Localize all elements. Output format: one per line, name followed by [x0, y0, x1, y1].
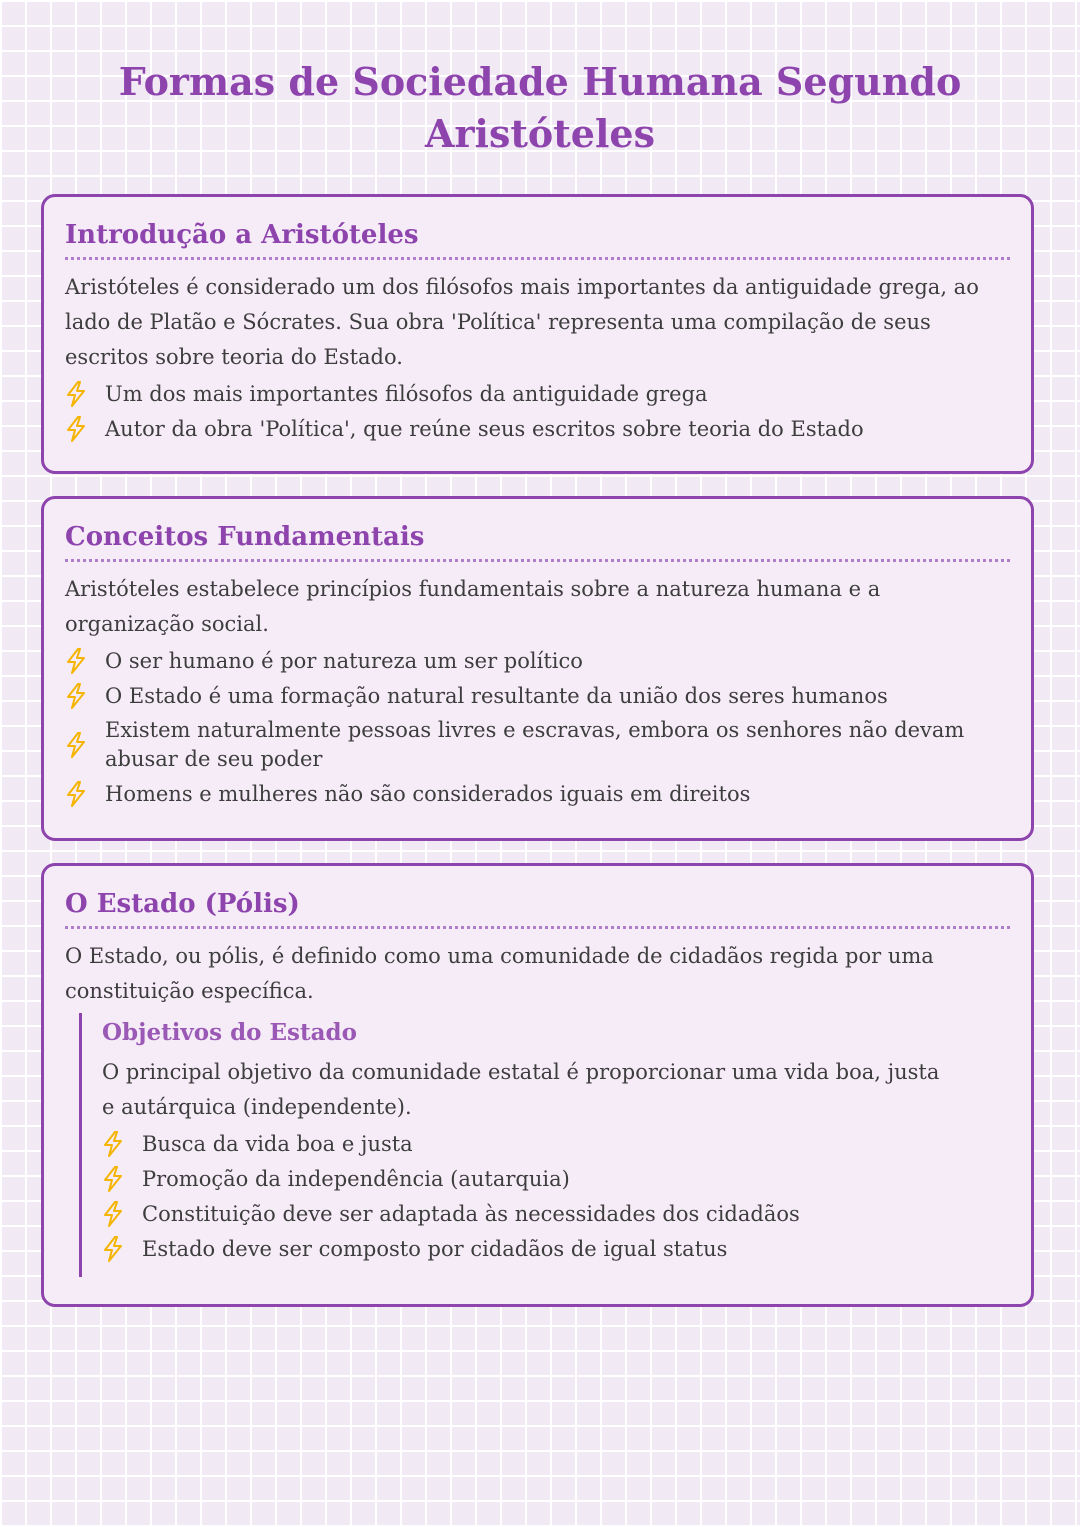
lightning-bolt-icon [65, 381, 105, 407]
page-title [0, 56, 1080, 160]
section-paragraph: Aristóteles é considerado um dos filósofos mais importantes da antiguidade grega, ao lado de Platão e Sócrates. Sua obra 'Política' representa uma compilação de seus escritos sobre teoria do Estado. [65, 275, 979, 369]
list-item [65, 414, 1010, 444]
section-paragraph: Aristóteles estabelece princípios fundamentais sobre a natureza humana e a organização social. [65, 577, 881, 636]
section-card-introducao [41, 194, 1034, 474]
subsection-objetivos [79, 1013, 1010, 1277]
page-title-line-1: Formas de Sociedade Humana Segundo [118, 59, 962, 104]
section-card-conceitos [41, 496, 1034, 841]
list-item [65, 379, 1010, 409]
section-title: Conceitos Fundamentais [65, 519, 1010, 562]
list-item-text: O Estado é uma formação natural resultante da união dos seres humanos [105, 684, 888, 708]
list-item-text: Um dos mais importantes filósofos da antiguidade grega [105, 382, 708, 406]
subsection-paragraph: O principal objetivo da comunidade estatal é proporcionar uma vida boa, justa e autárquica (independente). [102, 1060, 940, 1119]
list-item-text: Existem naturalmente pessoas livres e escravas, embora os senhores não devam abusar de seu poder [105, 718, 965, 771]
lightning-bolt-icon [65, 732, 105, 758]
section-title: O Estado (Pólis) [65, 886, 1010, 929]
bullet-list [102, 1129, 1010, 1264]
section-card-estado [41, 863, 1034, 1307]
section-paragraph: O Estado, ou pólis, é definido como uma comunidade de cidadãos regida por uma constituição específica. [65, 944, 934, 1003]
list-item [102, 1199, 1010, 1229]
lightning-bolt-icon [65, 416, 105, 442]
lightning-bolt-icon [102, 1131, 142, 1157]
lightning-bolt-icon [65, 648, 105, 674]
list-item [102, 1234, 1010, 1264]
list-item [65, 646, 1010, 676]
lightning-bolt-icon [102, 1236, 142, 1262]
list-item-text: Autor da obra 'Política', que reúne seus escritos sobre teoria do Estado [105, 417, 864, 441]
lightning-bolt-icon [65, 683, 105, 709]
list-item [65, 779, 1010, 809]
list-item-text: Busca da vida boa e justa [142, 1132, 413, 1156]
page-title-line-2: Aristóteles [425, 111, 655, 156]
lightning-bolt-icon [65, 781, 105, 807]
list-item [65, 681, 1010, 711]
lightning-bolt-icon [102, 1166, 142, 1192]
bullet-list [65, 646, 1010, 809]
list-item [102, 1129, 1010, 1159]
list-item-text: Homens e mulheres não são considerados iguais em direitos [105, 782, 751, 806]
list-item [65, 716, 1010, 774]
list-item-text: O ser humano é por natureza um ser político [105, 649, 583, 673]
lightning-bolt-icon [102, 1201, 142, 1227]
list-item [102, 1164, 1010, 1194]
section-title: Introdução a Aristóteles [65, 217, 1010, 260]
list-item-text: Constituição deve ser adaptada às necessidades dos cidadãos [142, 1202, 800, 1226]
list-item-text: Estado deve ser composto por cidadãos de igual status [142, 1237, 728, 1261]
list-item-text: Promoção da independência (autarquia) [142, 1167, 570, 1191]
bullet-list [65, 379, 1010, 444]
subsection-title: Objetivos do Estado [102, 1019, 357, 1046]
